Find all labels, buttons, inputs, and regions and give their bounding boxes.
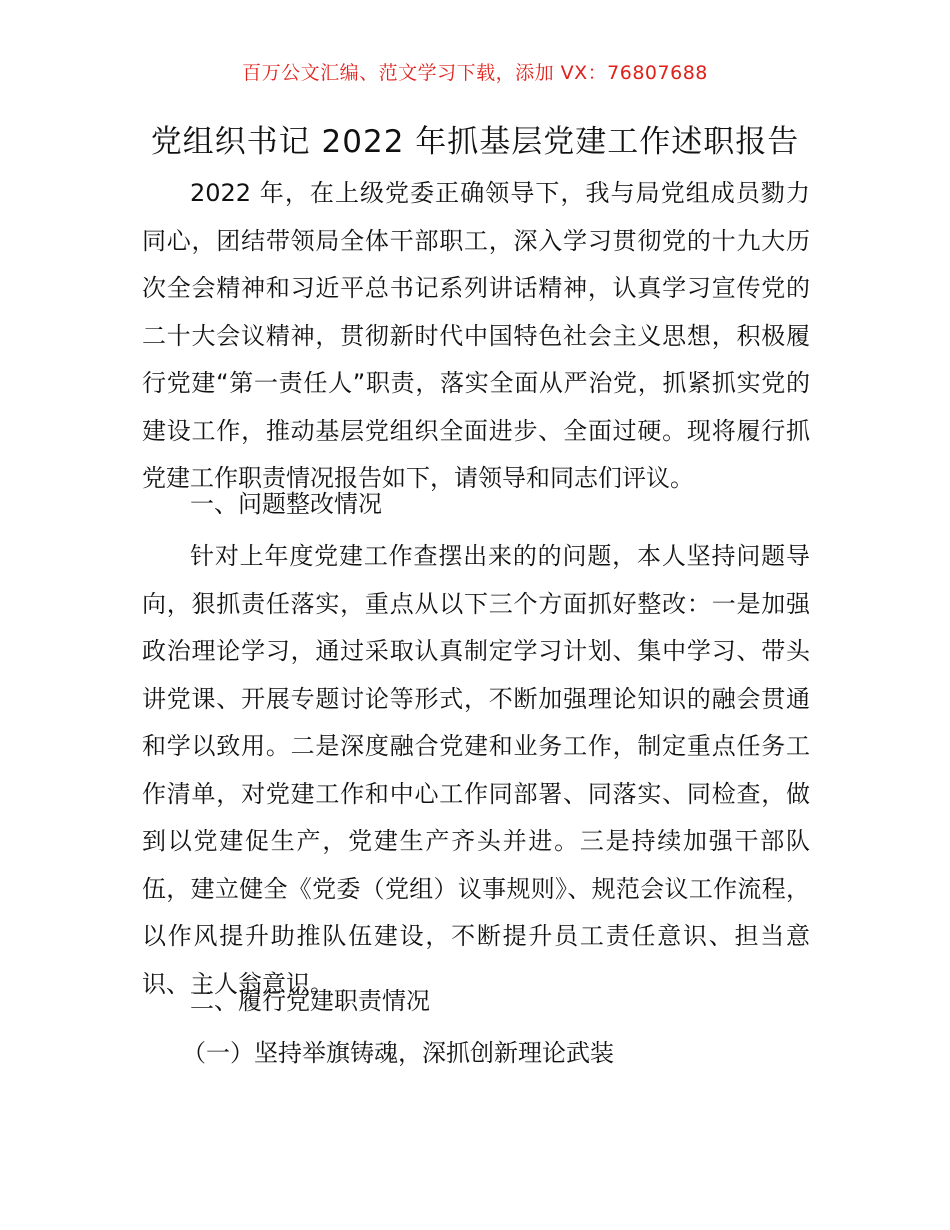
header-watermark-note: 百万公文汇编、范文学习下载，添加 VX：76807688 xyxy=(242,62,708,84)
section-heading-problem-rectification: 一、问题整改情况 xyxy=(190,490,382,518)
section-1-paragraph: 针对上年度党建工作查摆出来的的问题，本人坚持问题导向，狠抓责任落实，重点从以下三个方面抓好整改：一是加强政治理论学习，通过采取认真制定学习计划、集中学习、带头讲党课、开展专题讨论等形式，不断加强理论知识的融会贯通和学以致用。二是深度融合党建和业务工作，制定重点任务工作清单，对党建工作和中心工作同部署、同落实、同检查，做到以党建促生产，党建生产齐头并进。三是持续加强干部队伍，建立健全《党委（党组）议事规则》、规范会议工作流程，以作风提升助推队伍建设，不断提升员工责任意识、担当意识、主人翁意识。 xyxy=(142,542,810,998)
sub-heading-theory-armament: （一）坚持举旗铸魂，深抓创新理论武装 xyxy=(182,1039,614,1067)
section-heading-duty-performance: 二、履行党建职责情况 xyxy=(190,987,430,1015)
document-title: 党组织书记 2022 年抓基层党建工作述职报告 xyxy=(150,124,800,160)
intro-paragraph: 2022 年，在上级党委正确领导下，我与局党组成员勠力同心，团结带领局全体干部职工，深入学习贯彻党的十九大历次全会精神和习近平总书记系列讲话精神，认真学习宣传党的二十大会议精神，贯彻新时代中国特色社会主义思想，积极履行党建“第一责任人”职责，落实全面从严治党，抓紧抓实党的建设工作，推动基层党组织全面进步、全面过硬。现将履行抓党建工作职责情况报告如下，请领导和同志们评议。 xyxy=(142,179,810,492)
